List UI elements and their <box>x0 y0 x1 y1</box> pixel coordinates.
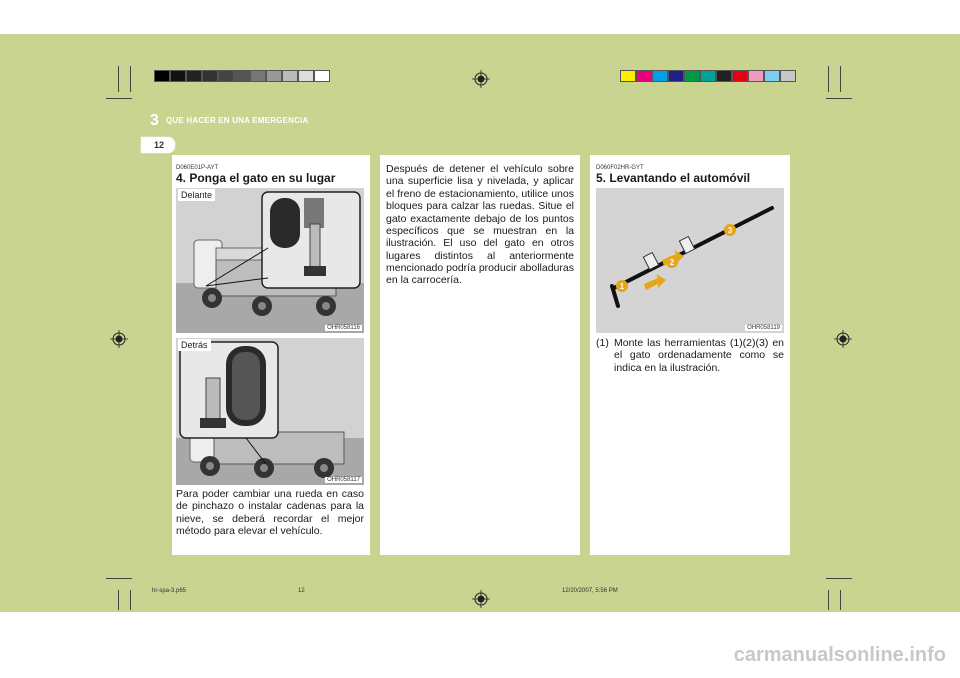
list-item-text: Monte las herramientas (1)(2)(3) en el gato ordenadamente como se indica en la ilustración. <box>614 337 784 374</box>
registration-mark-icon <box>110 330 128 348</box>
left-paragraph: Para poder cambiar una rueda en caso de pinchazo o instalar cadenas para la nieve, se deberá recordar el mejor método para elevar el vehículo. <box>176 488 364 538</box>
chapter-title: QUE HACER EN UNA EMERGENCIA <box>166 116 309 125</box>
color-swatch <box>652 70 668 82</box>
crop-mark <box>130 66 131 92</box>
color-swatch <box>636 70 652 82</box>
color-swatch <box>716 70 732 82</box>
color-swatch <box>298 70 314 82</box>
color-swatch <box>780 70 796 82</box>
crop-mark <box>828 66 829 92</box>
jack-handle-assembly-illustration <box>596 188 784 333</box>
color-swatch <box>314 70 330 82</box>
section-code: D060E01P-AYT <box>176 165 219 171</box>
crop-mark <box>828 590 829 610</box>
crop-mark <box>840 590 841 610</box>
crop-mark <box>106 98 132 99</box>
color-swatch <box>154 70 170 82</box>
list-marker: (1) <box>596 337 609 349</box>
registration-mark-icon <box>834 330 852 348</box>
truck-rear-illustration <box>176 338 364 485</box>
footer-filename: hr-spa-3.p65 <box>152 588 187 594</box>
crop-mark <box>840 66 841 92</box>
grayscale-color-bar <box>154 70 330 82</box>
color-swatch <box>282 70 298 82</box>
color-swatch <box>186 70 202 82</box>
section-heading: 5. Levantando el automóvil <box>596 171 751 185</box>
color-swatch <box>748 70 764 82</box>
color-swatch <box>684 70 700 82</box>
color-swatch <box>250 70 266 82</box>
watermark: carmanualsonline.info <box>733 644 946 666</box>
color-swatch <box>170 70 186 82</box>
color-swatch <box>668 70 684 82</box>
section-heading: 4. Ponga el gato en su lugar <box>176 171 336 185</box>
color-swatch <box>700 70 716 82</box>
figure-code: OHR058116 <box>327 325 360 331</box>
truck-front-illustration <box>176 188 364 333</box>
registration-mark-icon <box>472 70 490 88</box>
figure-code: OHR058117 <box>327 477 360 483</box>
crop-mark <box>118 590 119 610</box>
figure-label-rear: Detrás <box>178 339 211 351</box>
footer-timestamp: 12/20/2007, 5:56 PM <box>562 588 618 594</box>
crop-mark <box>130 590 131 610</box>
crop-mark <box>826 98 852 99</box>
color-swatch <box>218 70 234 82</box>
crop-mark <box>118 66 119 92</box>
color-swatch <box>202 70 218 82</box>
footer-page: 12 <box>298 588 305 594</box>
crop-mark <box>826 578 852 579</box>
middle-paragraph: Después de detener el vehículo sobre una superficie lisa y nivelada, y aplicar el freno de estacionamiento, utilice unos bloques para calzar las ruedas. Situe el gato exactamente debajo de los puntos específicos que se muestran en la ilustración. El uso del gato en otros lugares distintos al anteriormente mencionado podría producir abolladuras en la carrocería. <box>386 163 574 287</box>
color-swatch <box>234 70 250 82</box>
page-number: 12 <box>154 140 165 150</box>
jack-front-figure <box>176 188 364 333</box>
figure-label-front: Delante <box>178 189 215 201</box>
cmyk-color-bar <box>620 70 796 82</box>
jack-tools-figure <box>596 188 784 333</box>
figure-code: OHR058119 <box>747 325 780 331</box>
color-swatch <box>620 70 636 82</box>
registration-mark-icon <box>472 590 490 608</box>
tool-marker-1: 1 <box>619 282 625 291</box>
section-code: D060F02HR-GYT <box>596 165 644 171</box>
tool-marker-3: 3 <box>727 226 733 235</box>
tool-marker-2: 2 <box>669 258 675 267</box>
jack-rear-figure <box>176 338 364 485</box>
crop-mark <box>106 578 132 579</box>
chapter-number: 3 <box>150 112 159 129</box>
color-swatch <box>266 70 282 82</box>
color-swatch <box>732 70 748 82</box>
color-swatch <box>764 70 780 82</box>
